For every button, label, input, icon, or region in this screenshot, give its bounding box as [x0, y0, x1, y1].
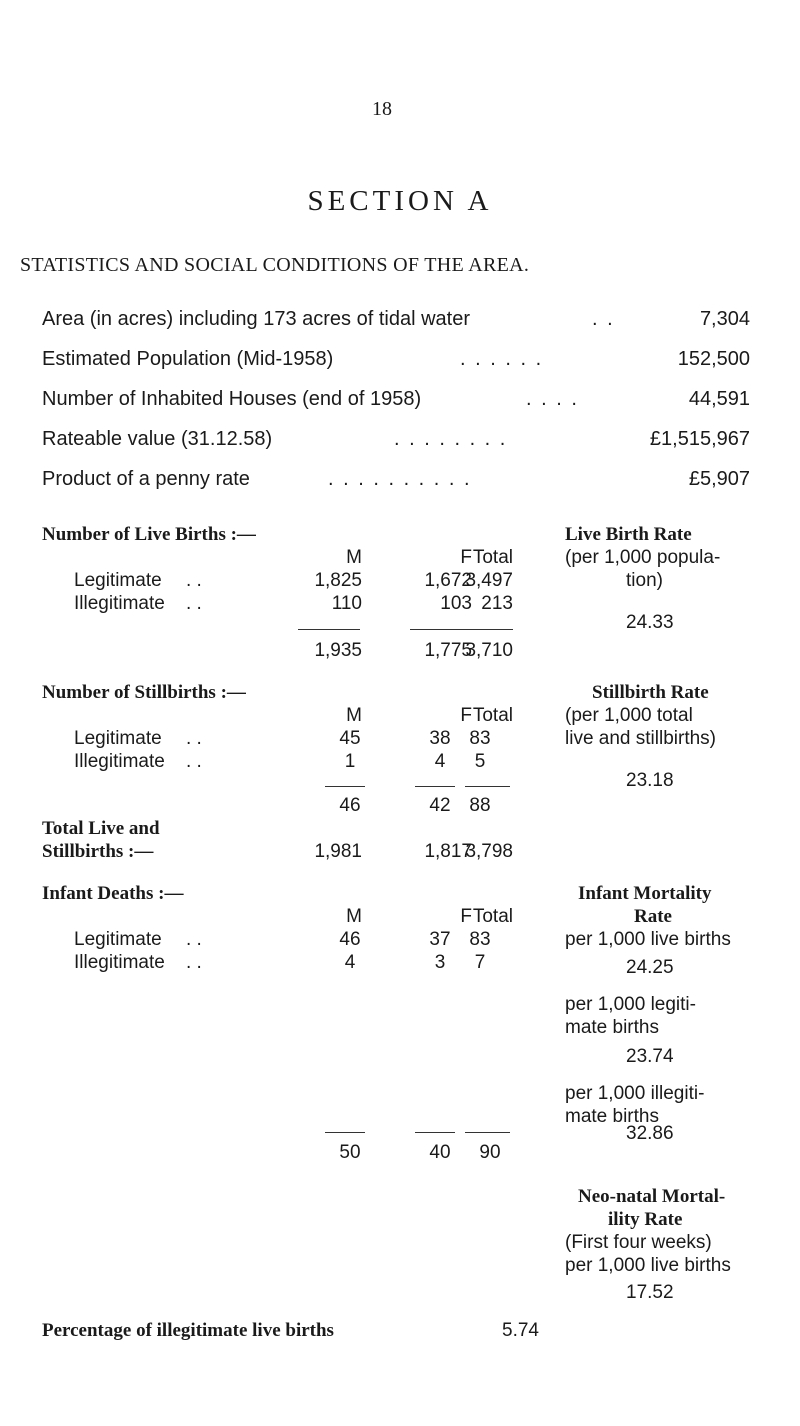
stillbirth-rate-desc: live and stillbirths) — [565, 728, 716, 749]
infant-mortality-illegit-value: 32.86 — [626, 1123, 674, 1144]
cell-m: 46 — [339, 929, 361, 950]
cell-m: 1 — [344, 751, 356, 772]
section-title: SECTION A — [307, 185, 493, 217]
neonatal-desc: per 1,000 live births — [565, 1255, 731, 1276]
total-total: 3,798 — [465, 841, 513, 862]
neonatal-title: ility Rate — [608, 1209, 683, 1230]
cell-f: 37 — [429, 929, 451, 950]
col-header-total: Total — [472, 547, 513, 568]
total-f: 40 — [429, 1142, 451, 1163]
neonatal-desc: (First four weeks) — [565, 1232, 712, 1253]
stillbirth-rate-desc: (per 1,000 total — [565, 705, 693, 726]
infant-mortality-desc: per 1,000 legiti- — [565, 994, 696, 1015]
stillbirth-rate-title: Stillbirth Rate — [592, 682, 709, 703]
cell-total: 83 — [469, 929, 491, 950]
total-rule — [298, 629, 360, 630]
cell-total: 7 — [474, 952, 486, 973]
cell-m: 45 — [339, 728, 361, 749]
col-header-m: M — [346, 547, 362, 568]
summary-label: Estimated Population (Mid-1958) — [42, 348, 334, 370]
total-rule — [448, 629, 513, 630]
neonatal-title: Neo-natal Mortal- — [578, 1186, 726, 1207]
infant-mortality-desc: per 1,000 illegiti- — [565, 1083, 705, 1104]
infant-mortality-desc: mate births — [565, 1017, 659, 1038]
row-label-illegitimate: Illegitimate — [74, 952, 165, 973]
col-header-f: F — [460, 705, 472, 726]
total-m: 1,981 — [314, 841, 362, 862]
total-m: 46 — [339, 795, 361, 816]
row-dots: . . — [186, 728, 202, 749]
infant-deaths-heading: Infant Deaths :— — [42, 883, 184, 904]
col-header-f: F — [460, 547, 472, 568]
summary-label: Number of Inhabited Houses (end of 1958) — [42, 388, 422, 410]
live-birth-rate-value: 24.33 — [626, 612, 674, 633]
total-live-still-label: Total Live and — [42, 818, 160, 839]
col-header-m: M — [346, 705, 362, 726]
summary-value: 152,500 — [677, 348, 750, 370]
total-total: 90 — [479, 1142, 501, 1163]
illegitimate-pct-label: Percentage of illegitimate live births — [42, 1320, 334, 1341]
live-birth-rate-title: Live Birth Rate — [565, 524, 692, 545]
infant-mortality-legit-value: 23.74 — [626, 1046, 674, 1067]
total-total: 88 — [469, 795, 491, 816]
cell-f: 103 — [440, 593, 472, 614]
infant-mortality-title: Rate — [634, 906, 672, 927]
total-rule — [415, 786, 455, 787]
cell-m: 110 — [331, 593, 362, 614]
total-f: 1,817 — [424, 841, 472, 862]
cell-f: 1,672 — [424, 570, 472, 591]
summary-value: £1,515,967 — [649, 428, 750, 450]
row-dots: . . — [186, 570, 202, 591]
stillbirth-rate-value: 23.18 — [626, 770, 674, 791]
total-rule — [415, 1132, 455, 1133]
total-f: 42 — [429, 795, 451, 816]
row-label-legitimate: Legitimate — [74, 570, 162, 591]
summary-value: £5,907 — [688, 468, 750, 490]
cell-f: 38 — [429, 728, 451, 749]
cell-f: 3 — [434, 952, 446, 973]
cell-m: 4 — [344, 952, 356, 973]
main-title: STATISTICS AND SOCIAL CONDITIONS OF THE AREA. — [20, 254, 530, 276]
summary-dots: . . . . — [526, 388, 579, 410]
col-header-f: F — [460, 906, 472, 927]
total-m: 1,935 — [314, 640, 362, 661]
row-label-legitimate: Legitimate — [74, 929, 162, 950]
total-rule — [465, 1132, 510, 1133]
col-header-total: Total — [472, 906, 513, 927]
row-dots: . . — [186, 751, 202, 772]
summary-label: Rateable value (31.12.58) — [42, 428, 273, 450]
total-total: 3,710 — [465, 640, 513, 661]
summary-label: Product of a penny rate — [42, 468, 250, 490]
cell-total: 5 — [474, 751, 486, 772]
col-header-total: Total — [472, 705, 513, 726]
summary-dots: . . . . . . . . . . — [328, 468, 472, 490]
summary-dots: . . . . . . — [460, 348, 544, 370]
infant-mortality-title: Infant Mortality — [578, 883, 712, 904]
row-dots: . . — [186, 593, 202, 614]
illegitimate-pct-value: 5.74 — [502, 1320, 539, 1341]
total-rule — [325, 1132, 365, 1133]
neonatal-value: 17.52 — [626, 1282, 674, 1303]
total-rule — [465, 786, 510, 787]
cell-total: 83 — [469, 728, 491, 749]
live-birth-rate-desc: tion) — [626, 570, 663, 591]
total-m: 50 — [339, 1142, 361, 1163]
summary-dots: . . . . . . . . — [394, 428, 508, 450]
summary-value: 44,591 — [688, 388, 750, 410]
row-label-illegitimate: Illegitimate — [74, 751, 165, 772]
cell-m: 1,825 — [314, 570, 362, 591]
total-f: 1,775 — [424, 640, 472, 661]
infant-mortality-value: 24.25 — [626, 957, 674, 978]
total-live-still-label: Stillbirths :— — [42, 841, 154, 862]
infant-mortality-desc: per 1,000 live births — [565, 929, 731, 950]
live-birth-rate-desc: (per 1,000 popula- — [565, 547, 721, 568]
page-number: 18 — [372, 98, 392, 120]
row-dots: . . — [186, 929, 202, 950]
row-label-illegitimate: Illegitimate — [74, 593, 165, 614]
cell-f: 4 — [434, 751, 446, 772]
summary-dots: . . — [592, 308, 615, 330]
summary-value: 7,304 — [699, 308, 750, 330]
cell-total: 213 — [481, 593, 513, 614]
infant-mortality-desc: mate births — [565, 1106, 659, 1127]
live-births-heading: Number of Live Births :— — [42, 524, 256, 545]
col-header-m: M — [346, 906, 362, 927]
total-rule — [325, 786, 365, 787]
row-dots: . . — [186, 952, 202, 973]
stillbirths-heading: Number of Stillbirths :— — [42, 682, 246, 703]
summary-label: Area (in acres) including 173 acres of tidal water — [42, 308, 470, 330]
cell-total: 3,497 — [465, 570, 513, 591]
row-label-legitimate: Legitimate — [74, 728, 162, 749]
